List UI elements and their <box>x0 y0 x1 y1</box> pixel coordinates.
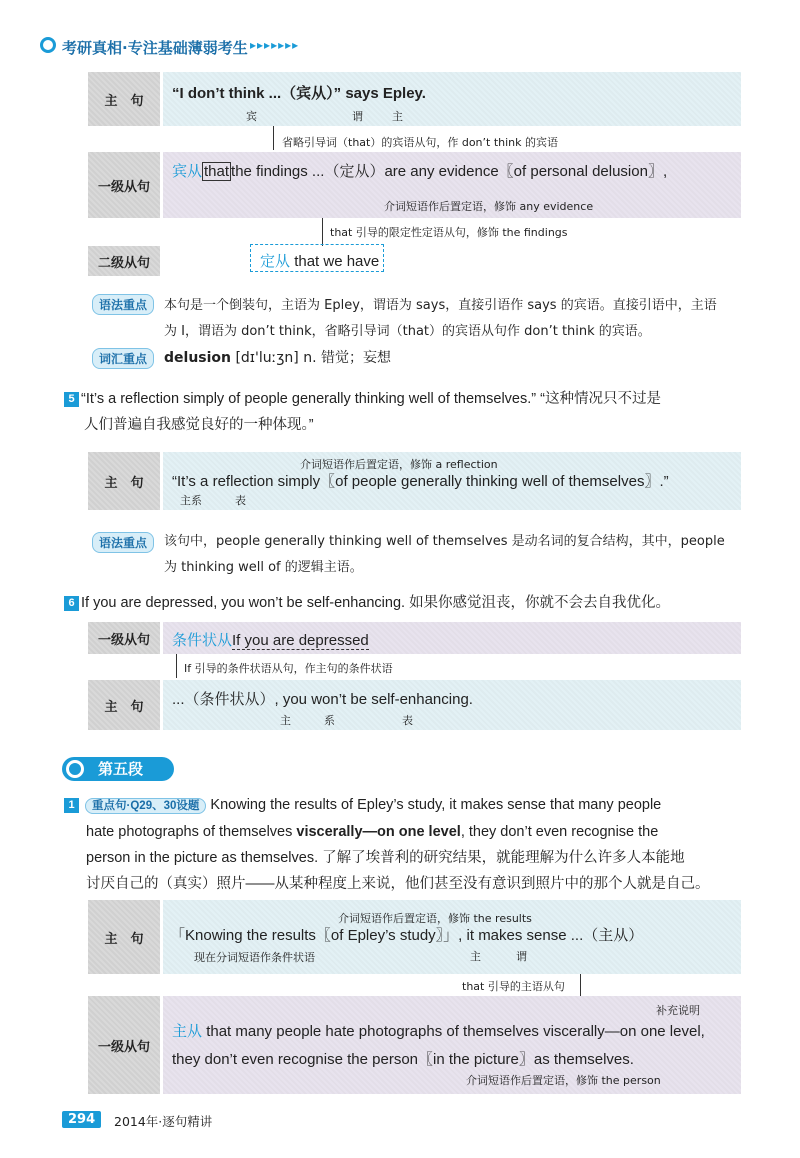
grammar-focus-tag: 语法重点 <box>92 294 154 315</box>
grammar-note-line1: 本句是一个倒装句，主语为 Epley，谓语为 says，直接引语作 says 的宾语。直接引语中，主语 <box>164 298 717 313</box>
s5-grammar-line1: 该句中，people generally thinking well of themselves 是动名词的复合结构，其中，people <box>164 534 725 549</box>
level2-clause-sentence <box>260 250 379 271</box>
running-header-title: 考研真相·专注基础薄弱考生 <box>62 39 248 57</box>
vocab-rest: [dɪ'luːʒn] n. 错觉；妄想 <box>235 350 391 366</box>
note-omit-that: 省略引导词（that）的宾语从句，作 don’t think 的宾语 <box>282 136 559 149</box>
sentence-5-line1: “It’s a reflection simply of people generally thinking well of themselves.” “这种情况只不过是 <box>81 391 661 407</box>
s6-role-biao: 表 <box>402 714 413 727</box>
grammar-focus-tag: 语法重点 <box>92 532 154 553</box>
s5-main-sentence: “It’s a reflection simply〖of people generally thinking well of themselves〗.” <box>172 473 669 490</box>
note-that-clause: that 引导的限定性定语从句，修饰 the findings <box>330 226 568 239</box>
s1-role-wei: 谓 <box>516 950 527 963</box>
s5-role-biao: 表 <box>235 494 246 507</box>
grammar-note-line2: 为 I，谓语为 don’t think，省略引导词（that）的宾语从句作 don’t think 的宾语。 <box>164 324 651 339</box>
s1-note-that: that 引导的主语从句 <box>462 980 565 993</box>
sentence-6-paragraph <box>64 590 764 616</box>
vocab-word: delusion <box>164 350 231 366</box>
s5-note-prep: 介词短语作后置定语，修饰 a reflection <box>300 458 498 471</box>
grammar-note <box>164 293 764 345</box>
sentence-number: 1 <box>64 798 79 813</box>
p5-s1-line2-bold: viscerally—on one level <box>296 824 461 840</box>
s1-note-supplement: 补充说明 <box>656 1004 700 1017</box>
s1-level1-label: 一级从句 <box>88 996 160 1094</box>
s6-main-clause-label: 主 句 <box>88 680 160 730</box>
connector-line <box>322 218 323 246</box>
s6-level1-sentence <box>172 629 369 650</box>
role-zhu: 主 <box>392 110 403 123</box>
sentence-5-line2: 人们普遍自我感觉良好的一种体现。” <box>84 417 314 433</box>
connector-line <box>176 654 177 678</box>
s5-grammar-note <box>164 529 764 581</box>
sentence-6-line1: If you are depressed, you won’t be self-enhancing. 如果你感觉沮丧，你就不会去自我优化。 <box>81 595 671 611</box>
level2-text: that we have <box>294 253 380 270</box>
s1-level1-prefix: 主从 <box>172 1023 203 1040</box>
s6-role-zhu: 主 <box>280 714 291 727</box>
level1-that-boxed: that <box>204 163 230 180</box>
page-number: 294 <box>62 1111 101 1128</box>
role-bin: 宾 <box>246 110 257 123</box>
vocab-focus-tag: 词汇重点 <box>92 348 154 369</box>
s6-main-sentence: ...（条件状从）, you won’t be self-enhancing. <box>172 691 473 708</box>
magnifier-logo-icon <box>40 37 56 53</box>
footer-title: 2014年·逐句精讲 <box>114 1114 213 1129</box>
level2-clause-label: 二级从句 <box>88 246 160 276</box>
main-clause-sentence: “I don’t think ...（宾从）” says Epley. <box>172 85 426 102</box>
sentence-number: 6 <box>64 596 79 611</box>
s5-main-clause-label: 主 句 <box>88 452 160 510</box>
s5-role-zhuxi: 主系 <box>180 494 202 507</box>
main-clause-label: 主 句 <box>88 72 160 126</box>
s1-level1-line2: they don’t even recognise the person〖in the picture〗as themselves. <box>172 1051 634 1068</box>
level2-prefix: 定从 <box>260 253 291 270</box>
connector-line <box>580 974 581 996</box>
vocab-entry <box>164 347 391 367</box>
s6-level1-prefix: 条件状从 <box>172 632 233 649</box>
s1-note-participle: 现在分词短语作条件状语 <box>194 951 315 964</box>
level1-prefix: 宾从 <box>172 163 203 180</box>
p5-s1-line2a: hate photographs of themselves <box>86 824 297 840</box>
p5-s1-line2c: , they don’t even recognise the <box>460 824 659 840</box>
s5-grammar-line2: 为 thinking well of 的逻辑主语。 <box>164 560 363 575</box>
s1-main-sentence: 「Knowing the results〖of Epley’s study〗」, it makes sense ...（主从） <box>170 927 644 944</box>
level1-clause-sentence <box>172 160 667 181</box>
s1-main-clause-label: 主 句 <box>88 900 160 974</box>
p5-s1-line4: 讨厌自己的（真实）照片——从某种程度上来说，他们甚至没有意识到照片中的那个人就是自己。 <box>86 876 710 892</box>
s1-level1-text1: that many people hate photographs of themselves viscerally—on one level, <box>206 1023 705 1040</box>
p5-s1-line1: Knowing the results of Epley’s study, it makes sense that many people <box>210 797 662 813</box>
note-prep-any-evidence: 介词短语作后置定语，修饰 any evidence <box>384 200 594 213</box>
role-wei: 谓 <box>352 110 363 123</box>
key-sentence-tag: 重点句·Q29、30设题 <box>85 798 206 814</box>
s6-level1-label: 一级从句 <box>88 622 160 654</box>
header-arrows: ▸▸▸▸▸▸▸ <box>250 38 300 52</box>
level1-clause-label: 一级从句 <box>88 152 160 218</box>
p5-s1-line3: person in the picture as themselves. 了解了埃普利的研究结果，就能理解为什么许多人本能地 <box>86 850 685 866</box>
p5-sentence-1-paragraph <box>64 792 754 897</box>
s1-level1-line1 <box>172 1020 705 1041</box>
magnifier-icon <box>66 760 84 778</box>
s6-role-xi: 系 <box>324 714 335 727</box>
s1-note-person: 介词短语作后置定语，修饰 the person <box>466 1074 661 1087</box>
s6-level1-text: If you are depressed <box>232 632 369 649</box>
s6-note-if: If 引导的条件状语从句，作主句的条件状语 <box>184 662 393 675</box>
s1-role-zhu: 主 <box>470 950 481 963</box>
s1-note-prep: 介词短语作后置定语，修饰 the results <box>338 912 532 925</box>
connector-line <box>273 126 274 150</box>
section-heading-title: 第五段 <box>98 760 144 778</box>
sentence-number: 5 <box>64 392 79 407</box>
sentence-5-paragraph <box>64 386 754 438</box>
level1-rest: the findings ...（定从）are any evidence〖of personal delusion〗, <box>231 163 668 180</box>
